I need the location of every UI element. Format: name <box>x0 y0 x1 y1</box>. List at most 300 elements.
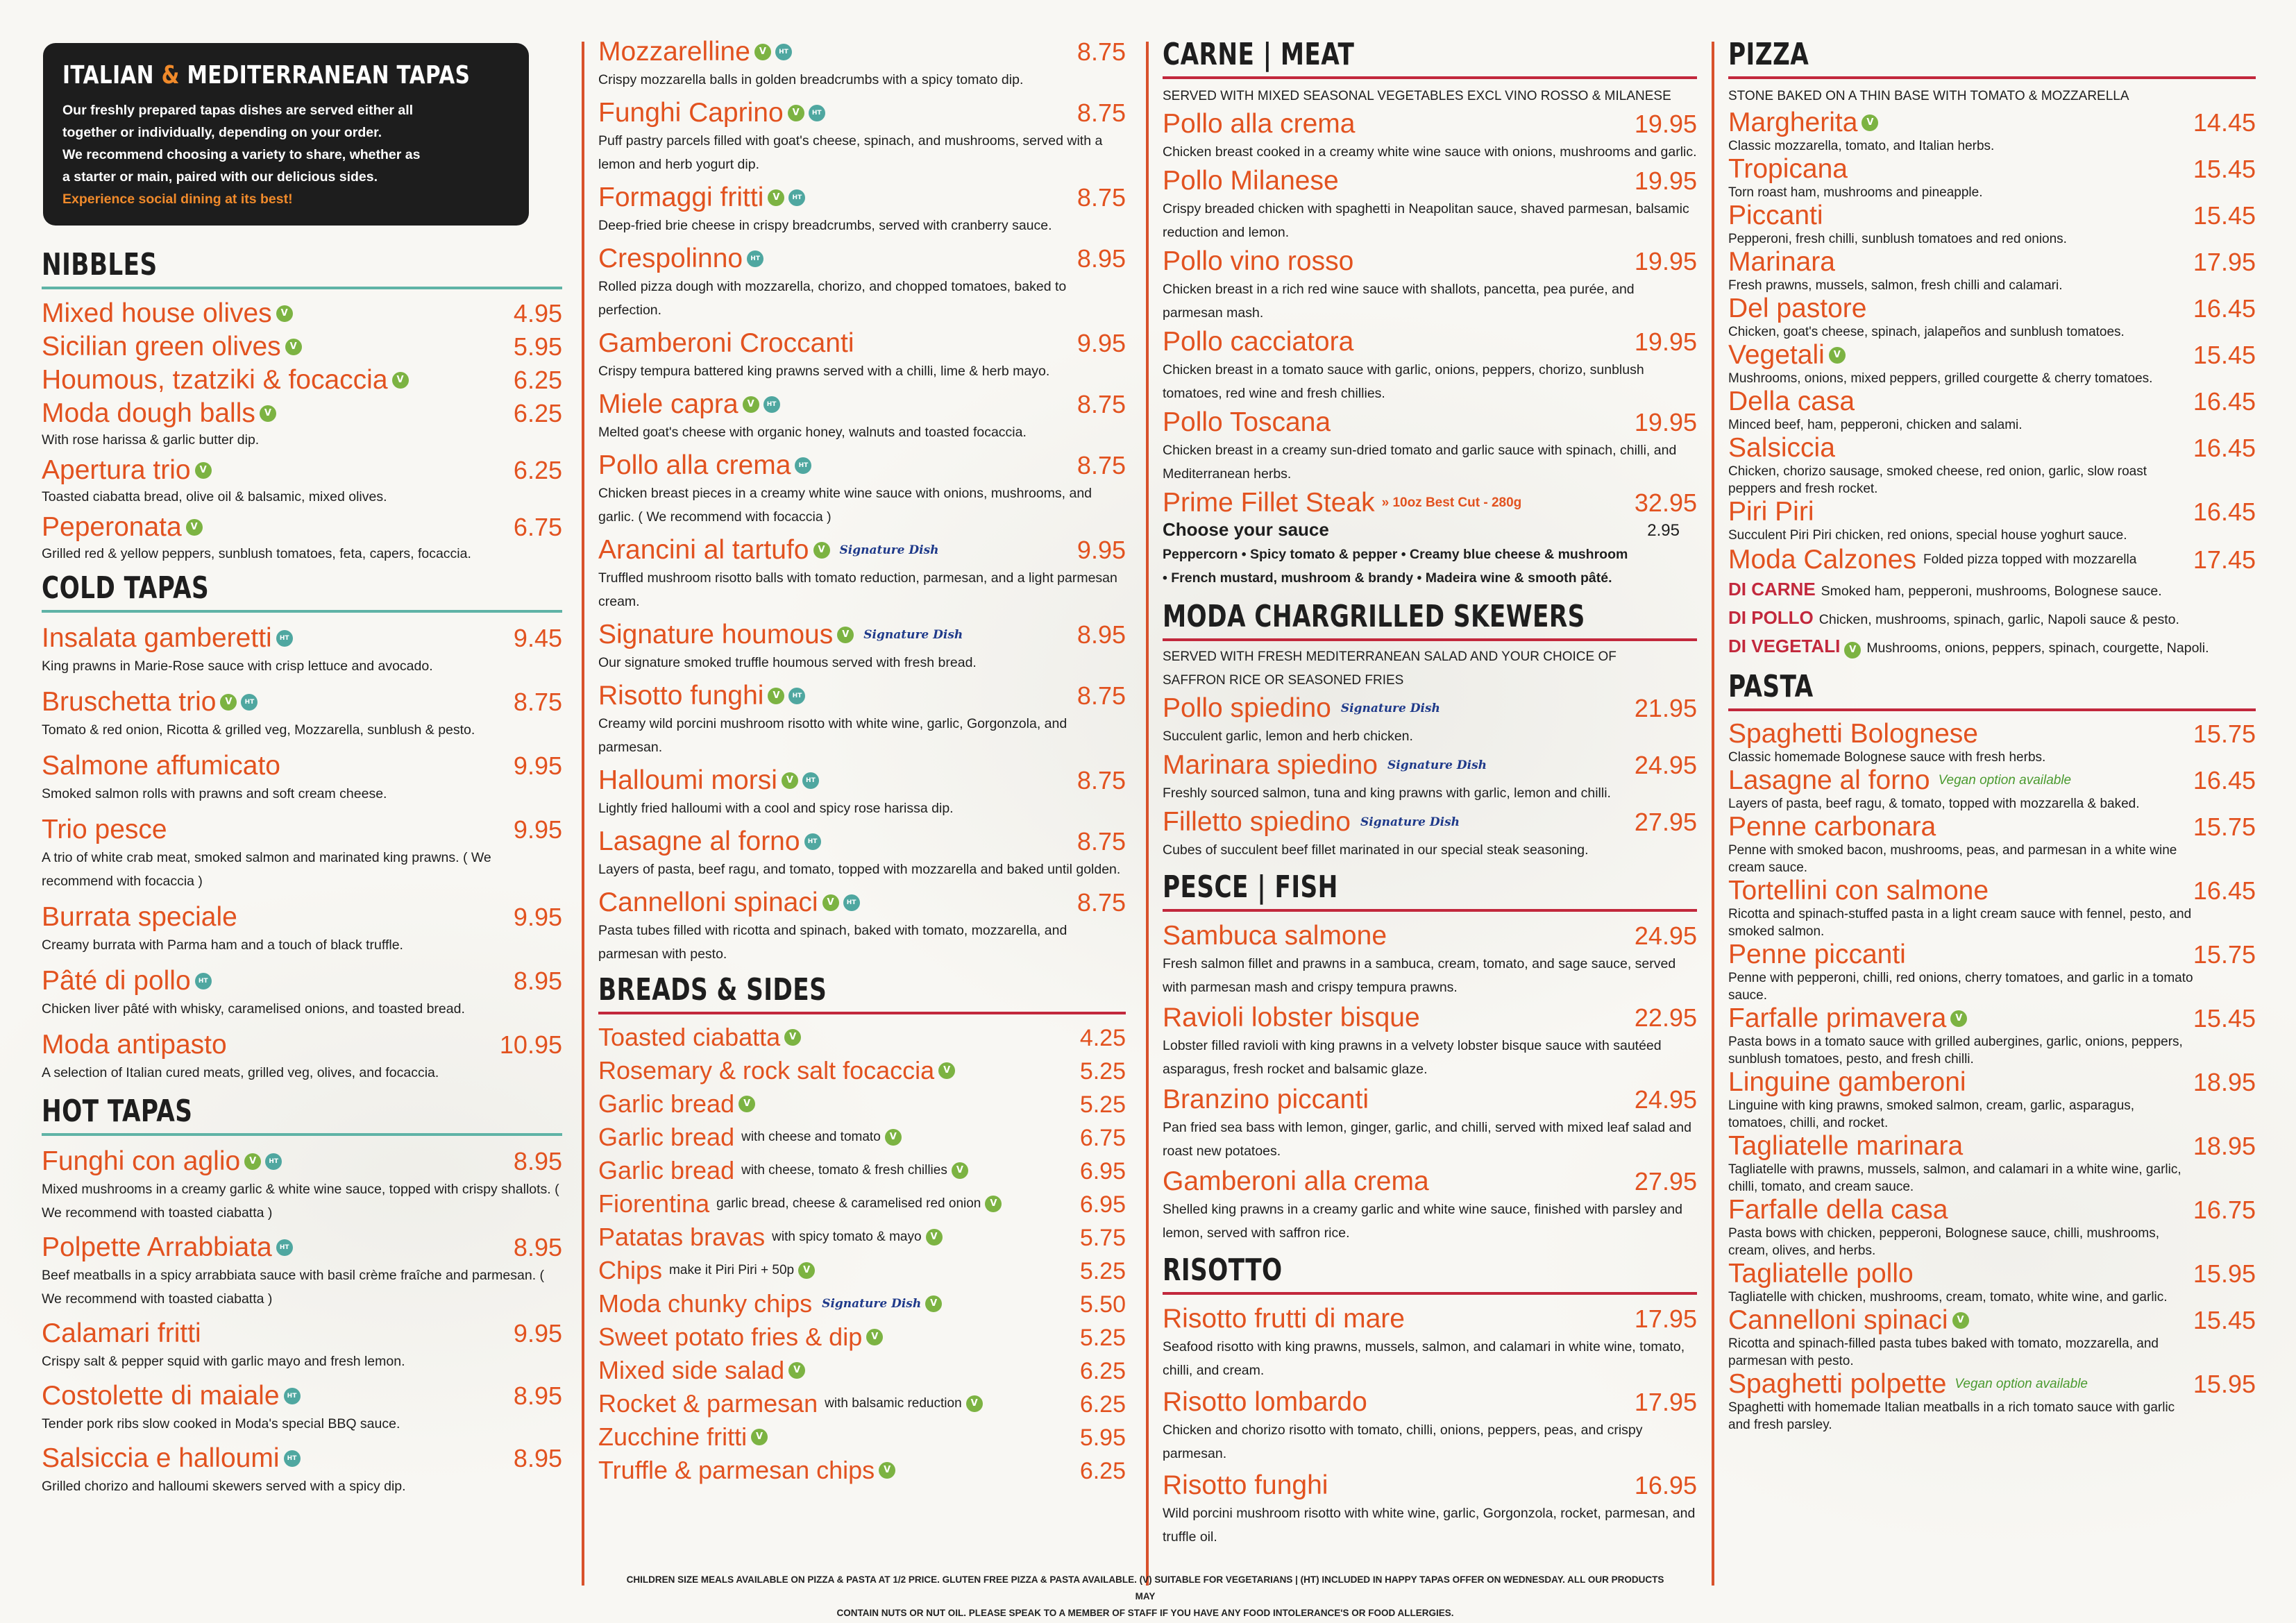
item-header <box>1728 248 2256 277</box>
menu-item <box>598 328 1126 383</box>
item-name-text: Funghi Caprino <box>598 98 784 128</box>
item-name-text: Halloumi morsi <box>598 765 777 795</box>
section-rule <box>1163 76 1697 79</box>
item-header <box>42 513 562 542</box>
menu-item <box>598 243 1126 322</box>
item-name <box>1163 806 1460 838</box>
item-price: 16.75 <box>2193 1196 2256 1224</box>
item-header <box>1728 387 2256 416</box>
happy-tapas-icon: HT <box>747 250 763 267</box>
section-rule <box>42 287 562 289</box>
item-name-text: Burrata speciale <box>42 902 237 932</box>
item-price: 18.95 <box>2193 1068 2256 1096</box>
item-description: Rolled pizza dough with mozzarella, chorizo, and chopped tomatoes, baked to perfection. <box>598 279 1067 318</box>
item-header <box>598 97 1126 129</box>
happy-tapas-icon: HT <box>195 973 212 989</box>
item-name <box>598 1289 942 1318</box>
item-description: Chicken, chorizo sausage, smoked cheese, red onion, garlic, slow roast peppers and fresh rocket. <box>1728 464 2147 496</box>
item-name <box>598 1323 883 1352</box>
item-header <box>42 1232 562 1264</box>
item-price: 16.45 <box>2193 434 2256 462</box>
item-name-text: Risotto funghi <box>598 681 764 711</box>
item-name <box>42 814 167 846</box>
item-description: Deep-fried brie cheese in crispy breadcrumbs, served with cranberry sauce. <box>598 218 1052 233</box>
menu-item <box>1728 1259 2256 1306</box>
item-header <box>1728 720 2256 749</box>
item-name-text: Penne carbonara <box>1728 812 1936 842</box>
signature-label: Signature Dish <box>822 1297 922 1311</box>
happy-tapas-icon: HT <box>809 105 825 121</box>
item-price: 6.25 <box>1079 1358 1126 1384</box>
item-header <box>1728 1259 2256 1289</box>
vegetarian-icon: V <box>966 1395 983 1412</box>
item-header <box>1163 1166 1697 1198</box>
item-price: 9.45 <box>513 624 562 652</box>
item-header <box>42 814 562 846</box>
calzone-option-desc: Mushrooms, onions, peppers, spinach, courgette, Napoli. <box>1866 640 2209 656</box>
item-name-text: Piccanti <box>1728 201 1823 230</box>
vegetarian-icon: V <box>1952 1312 1969 1329</box>
item-name <box>598 826 821 858</box>
vegetarian-icon: V <box>743 396 759 413</box>
menu-item <box>1728 1370 2256 1434</box>
menu-item <box>598 450 1126 529</box>
item-name-text: Formaggi fritti <box>598 182 764 212</box>
item-price: 15.75 <box>2193 940 2256 969</box>
item-name-text: Polpette Arrabbiata <box>42 1232 272 1262</box>
item-name-text: Margherita <box>1728 108 1858 137</box>
item-extra: garlic bread, cheese & caramelised red onion <box>716 1196 981 1211</box>
item-price: 6.25 <box>1079 1458 1126 1484</box>
menu-item <box>598 36 1126 92</box>
item-price: 6.95 <box>1079 1158 1126 1184</box>
item-name-text: Gamberoni Croccanti <box>598 328 854 358</box>
item-description: Mushrooms, onions, mixed peppers, grilled courgette & cherry tomatoes. <box>1728 371 2153 386</box>
item-name <box>1728 1260 1914 1288</box>
item-name <box>1163 749 1487 781</box>
item-name <box>42 1380 301 1412</box>
item-header <box>598 1089 1126 1119</box>
section-fish <box>1163 869 1697 1245</box>
column-1 <box>42 35 562 1505</box>
section-title: HOT TAPAS <box>42 1094 193 1129</box>
happy-tapas-icon: HT <box>802 772 819 789</box>
menu-item <box>1728 294 2256 341</box>
item-name <box>598 182 805 214</box>
item-description: Ricotta and spinach-filled pasta tubes baked with tomato, mozzarella, and parmesan with pesto. <box>1728 1336 2159 1368</box>
menu-item <box>42 1443 562 1498</box>
item-name-text: Truffle & parmesan chips <box>598 1456 875 1484</box>
item-description: Pasta bows with chicken, pepperoni, Bolognese sauce, chilli, mushrooms, cream, olives, and herbs. <box>1728 1226 2159 1258</box>
item-description: Spaghetti with homemade Italian meatballs in a rich tomato sauce with garlic and fresh parsley. <box>1728 1400 2175 1432</box>
item-price: 22.95 <box>1634 1003 1697 1032</box>
item-name-text: Insalata gamberetti <box>42 623 272 653</box>
vegetarian-icon: V <box>738 1096 755 1112</box>
menu-item <box>1163 1470 1697 1549</box>
menu-item <box>1728 387 2256 434</box>
item-name <box>1728 1307 1969 1334</box>
item-price: 8.75 <box>1077 888 1126 917</box>
menu-item <box>1728 248 2256 294</box>
item-header <box>42 622 562 654</box>
item-description: Creamy burrata with Parma ham and a touch of black truffle. <box>42 937 403 953</box>
item-price: 15.45 <box>2193 1306 2256 1334</box>
item-name <box>598 1156 968 1185</box>
item-price: 6.95 <box>1079 1191 1126 1218</box>
item-header <box>598 887 1126 919</box>
menu-item <box>42 456 562 509</box>
item-description: Linguine with king prawns, smoked salmon, cream, garlic, asparagus, tomatoes, chilli, and rocket. <box>1728 1098 2135 1130</box>
item-name-text: Risotto funghi <box>1163 1470 1328 1500</box>
calzone-option-name: DI POLLO <box>1728 607 1814 628</box>
intro-accent: Experience social dining at its best! <box>62 192 293 207</box>
item-name <box>598 680 805 712</box>
calzone-option-desc: Smoked ham, pepperoni, mushrooms, Bolognese sauce. <box>1821 584 2162 599</box>
item-name <box>598 97 825 129</box>
item-list <box>1728 720 2256 1434</box>
item-header <box>42 299 562 328</box>
item-name-text: Costolette di maiale <box>42 1381 280 1411</box>
happy-tapas-icon: HT <box>265 1153 282 1170</box>
section-title: PESCE | FISH <box>1163 869 1338 905</box>
menu-item <box>598 97 1126 176</box>
item-price: 16.45 <box>2193 766 2256 794</box>
menu-item <box>598 1089 1126 1119</box>
item-name <box>1728 202 1823 230</box>
item-name <box>1728 341 1846 369</box>
section-title: CARNE | MEAT <box>1163 37 1355 72</box>
menu-item <box>42 1146 562 1225</box>
item-header <box>1728 294 2256 323</box>
item-name <box>42 1029 227 1061</box>
vegetarian-icon: V <box>195 462 212 479</box>
item-name-text: Tortellini con salmone <box>1728 876 1989 906</box>
item-name <box>1728 498 1814 526</box>
item-header <box>1163 749 1697 781</box>
item-name-text: Piri Piri <box>1728 497 1814 527</box>
item-price: 16.45 <box>2193 387 2256 416</box>
item-name-text: Tagliatelle pollo <box>1728 1259 1914 1289</box>
item-price: 17.45 <box>2193 545 2256 574</box>
menu-item <box>598 182 1126 237</box>
item-extra: with spicy tomato & mayo <box>772 1230 922 1244</box>
item-list <box>42 622 562 1085</box>
item-description: Freshly sourced salmon, tuna and king prawns with garlic, lemon and chilli. <box>1163 785 1611 801</box>
item-header <box>1728 498 2256 527</box>
item-description: With rose harissa & garlic butter dip. <box>42 432 260 448</box>
item-header <box>1163 407 1697 439</box>
happy-tapas-icon: HT <box>788 688 805 704</box>
item-price: 16.45 <box>2193 294 2256 323</box>
item-header <box>1728 1306 2256 1335</box>
item-header <box>1728 108 2256 137</box>
vegetarian-icon: V <box>952 1162 968 1179</box>
item-description: Chicken breast cooked in a creamy white wine sauce with onions, mushrooms and garlic. <box>1163 144 1697 160</box>
menu-item <box>1728 1306 2256 1370</box>
item-name-text: Pollo alla crema <box>598 450 791 480</box>
item-name-text: Linguine gamberoni <box>1728 1067 1966 1097</box>
item-name <box>1728 767 2071 794</box>
item-price: 8.95 <box>1077 620 1126 649</box>
menu-item <box>1728 434 2256 498</box>
item-price: 5.95 <box>513 332 562 361</box>
item-header <box>598 182 1126 214</box>
sauce-price: 2.95 <box>1647 521 1680 540</box>
item-price: 5.75 <box>1079 1225 1126 1251</box>
item-header <box>598 1156 1126 1185</box>
item-description: Cubes of succulent beef fillet marinated in our special steak seasoning. <box>1163 842 1589 858</box>
item-description: Shelled king prawns in a creamy garlic and white wine sauce, finished with parsley and lemon, served with saffron rice. <box>1163 1202 1682 1241</box>
menu-item <box>42 750 562 806</box>
vegetarian-icon: V <box>925 1295 942 1312</box>
item-name-text: Mixed house olives <box>42 298 272 328</box>
intro-line: together or individually, depending on your order. <box>62 125 382 140</box>
menu-item <box>1163 407 1697 486</box>
item-name <box>1163 1470 1328 1502</box>
item-name-text: Pollo vino rosso <box>1163 246 1354 276</box>
section-title: BREADS & SIDES <box>598 972 827 1008</box>
item-header <box>598 1223 1126 1252</box>
item-name <box>42 456 212 485</box>
item-description: Lobster filled ravioli with king prawns in a velvety lobster bisque sauce with sautéed asparagus, fresh rocket and balsamic glaze. <box>1163 1038 1662 1077</box>
intro-box <box>43 43 529 226</box>
item-list <box>42 299 562 566</box>
item-name <box>1728 1069 1966 1096</box>
item-price: 21.95 <box>1634 694 1697 722</box>
item-price: 6.25 <box>513 366 562 394</box>
item-header <box>598 765 1126 797</box>
menu-item <box>42 399 562 452</box>
item-name <box>1728 434 1835 462</box>
item-extra: with cheese, tomato & fresh chillies <box>741 1163 947 1178</box>
item-name <box>42 1146 282 1178</box>
item-header <box>598 36 1126 68</box>
vegetarian-icon: V <box>938 1062 955 1079</box>
item-list <box>1163 920 1697 1245</box>
item-name-text: Pollo alla crema <box>1163 109 1356 139</box>
vegetarian-icon: V <box>879 1462 895 1479</box>
item-name-text: Garlic bread <box>598 1156 735 1184</box>
item-description: Puff pastry parcels filled with goat's cheese, spinach, and mushrooms, served with a lemon and herb yogurt dip. <box>598 133 1103 172</box>
item-description: Pan fried sea bass with lemon, ginger, garlic, and chilli, served with mixed leaf salad and roast new potatoes. <box>1163 1120 1691 1159</box>
item-name-text: Marinara <box>1728 247 1835 277</box>
item-list <box>42 1146 562 1498</box>
item-header <box>1728 1004 2256 1033</box>
item-description: Layers of pasta, beef ragu, and tomato, topped with mozzarella and baked until golden. <box>598 862 1121 877</box>
menu-item <box>1163 920 1697 999</box>
item-price: 8.95 <box>513 1444 562 1472</box>
item-extra: with cheese and tomato <box>741 1130 881 1144</box>
item-description: Our signature smoked truffle houmous served with fresh bread. <box>598 655 977 670</box>
item-name-text: Cannelloni spinaci <box>1728 1305 1948 1335</box>
item-price: 19.95 <box>1634 247 1697 275</box>
item-name <box>1163 1303 1405 1335</box>
item-price: 6.75 <box>1079 1125 1126 1151</box>
menu-item <box>598 389 1126 444</box>
item-name-text: Zucchine fritti <box>598 1422 748 1451</box>
item-header <box>1728 1370 2256 1399</box>
menu-item <box>1728 1004 2256 1068</box>
item-header <box>42 1380 562 1412</box>
item-name-text: Pollo spiedino <box>1163 693 1331 723</box>
section-title: COLD TAPAS <box>42 570 210 606</box>
item-name <box>598 1422 768 1452</box>
item-list <box>598 1023 1126 1485</box>
item-description: Truffled mushroom risotto balls with tomato reduction, parmesan, and a light parmesan cream. <box>598 570 1117 609</box>
item-description: Tender pork ribs slow cooked in Moda's special BBQ sauce. <box>42 1416 400 1431</box>
item-name <box>1163 165 1339 197</box>
intro-line: Our freshly prepared tapas dishes are served either all <box>62 103 414 118</box>
item-description: Penne with smoked bacon, mushrooms, peas, and parmesan in a white wine cream sauce. <box>1728 843 2177 875</box>
item-header <box>1163 1002 1697 1034</box>
vegetarian-icon: V <box>784 1029 801 1046</box>
menu-item <box>598 1456 1126 1485</box>
menu-item <box>42 686 562 742</box>
item-description: A selection of Italian cured meats, grilled veg, olives, and focaccia. <box>42 1065 439 1080</box>
item-price: 18.95 <box>2193 1132 2256 1160</box>
section-rule <box>1163 909 1697 912</box>
vegetarian-icon: V <box>926 1229 943 1246</box>
calzone-option-name: DI CARNE <box>1728 579 1816 600</box>
vegetarian-icon: V <box>813 542 830 559</box>
item-header <box>42 750 562 782</box>
vegetarian-icon: V <box>276 305 293 322</box>
item-price: 15.75 <box>2193 813 2256 841</box>
item-price: 15.45 <box>2193 155 2256 183</box>
section-rule <box>1728 76 2256 79</box>
happy-tapas-icon: HT <box>795 457 811 474</box>
item-price: 17.95 <box>1634 1388 1697 1416</box>
sauce-list: Peppercorn • Spicy tomato & pepper • Creamy blue cheese & mushroom <box>1163 547 1628 562</box>
menu-item <box>1163 1303 1697 1382</box>
menu-item <box>598 1023 1126 1052</box>
item-price: 4.95 <box>513 299 562 328</box>
item-list <box>1728 108 2256 544</box>
column-3 <box>1163 36 1697 1553</box>
item-price: 19.95 <box>1634 167 1697 195</box>
happy-tapas-icon: HT <box>284 1450 301 1467</box>
item-name-text: Chips <box>598 1256 663 1284</box>
vegetarian-icon: V <box>885 1129 902 1146</box>
item-name <box>1163 1084 1369 1116</box>
item-name-text: Salmone affumicato <box>42 751 280 781</box>
item-name <box>42 332 302 362</box>
item-header <box>598 1389 1126 1418</box>
column-2 <box>598 36 1126 1489</box>
item-price: 8.75 <box>513 688 562 716</box>
item-header <box>598 389 1126 420</box>
item-name <box>42 1443 301 1475</box>
item-header <box>1728 1068 2256 1097</box>
calzone-options <box>1728 576 2256 661</box>
signature-label: Signature Dish <box>839 543 939 557</box>
vegetarian-icon: V <box>866 1329 883 1345</box>
menu-item <box>1728 940 2256 1004</box>
section-subtitle: SERVED WITH MIXED SEASONAL VEGETABLES EXCL VINO ROSSO & MILANESE <box>1163 89 1671 103</box>
section-title: MODA CHARGRILLED SKEWERS <box>1163 599 1585 634</box>
item-name-text: Toasted ciabatta <box>598 1023 781 1051</box>
item-price: 17.95 <box>2193 248 2256 276</box>
item-price: 9.95 <box>1077 329 1126 357</box>
item-description: A trio of white crab meat, smoked salmon and marinated king prawns. ( We recommend with focaccia ) <box>42 850 491 889</box>
vegetarian-icon: V <box>1950 1010 1967 1027</box>
item-header <box>1163 246 1697 278</box>
vegetarian-icon: V <box>244 1153 261 1170</box>
menu-item <box>1163 1084 1697 1163</box>
item-price: 5.25 <box>1079 1258 1126 1284</box>
item-description: Pasta tubes filled with ricotta and spinach, baked with tomato, mozzarella, and parmesan with pesto. <box>598 923 1067 962</box>
item-description: Succulent Piri Piri chicken, red onions, special house yoghurt sauce. <box>1728 528 2127 543</box>
item-description: Chicken breast in a creamy sun-dried tomato and garlic sauce with spinach, chilli, and Mediterranean herbs. <box>1163 443 1677 482</box>
item-price: 16.45 <box>2193 876 2256 905</box>
item-description: Mixed mushrooms in a creamy garlic & white wine sauce, topped with crispy shallots. ( We recommend with toasted ciabatta ) <box>42 1182 559 1221</box>
calzone-option <box>1728 604 2256 633</box>
item-price: 16.45 <box>2193 498 2256 526</box>
item-description: Chicken, goat's cheese, spinach, jalapeños and sunblush tomatoes. <box>1728 325 2125 339</box>
item-name-text: Rocket & parmesan <box>598 1389 818 1418</box>
item-description: Crispy tempura battered king prawns served with a chilli, lime & herb mayo. <box>598 364 1050 379</box>
item-price: 24.95 <box>1634 751 1697 779</box>
item-description: Crispy salt & pepper squid with garlic mayo and fresh lemon. <box>42 1354 405 1369</box>
section-hot-tapas <box>42 1093 562 1498</box>
menu-item <box>42 299 562 328</box>
item-name <box>42 1318 201 1350</box>
item-name <box>598 1389 983 1418</box>
column-4 <box>1728 36 2256 1434</box>
item-name-text: Spaghetti Bolognese <box>1728 719 1978 749</box>
item-name-text: Bruschetta trio <box>42 687 217 717</box>
item-price: 9.95 <box>513 1319 562 1348</box>
menu-item <box>598 765 1126 820</box>
item-description: Penne with pepperoni, chilli, red onions, cherry tomatoes, and garlic in a tomato sauce. <box>1728 971 2193 1003</box>
item-name <box>1728 877 1989 905</box>
item-header <box>598 1422 1126 1452</box>
item-price: 8.75 <box>1077 681 1126 710</box>
item-name <box>1163 246 1353 278</box>
item-header <box>598 1023 1126 1052</box>
item-extra: with balsamic reduction <box>825 1396 962 1411</box>
item-name-text: Miele capra <box>598 389 738 419</box>
item-list <box>1163 1303 1697 1549</box>
item-name-text: Moda chunky chips <box>598 1289 813 1318</box>
item-description: Crispy breaded chicken with spaghetti in Neapolitan sauce, shaved parmesan, balsamic reduction and lemon. <box>1163 201 1689 240</box>
item-price: 15.45 <box>2193 1004 2256 1033</box>
item-header <box>598 450 1126 482</box>
item-name <box>1728 295 1866 323</box>
item-description: Torn roast ham, mushrooms and pineapple. <box>1728 185 1983 200</box>
vegetarian-icon: V <box>751 1429 768 1445</box>
vegetarian-icon: V <box>392 372 409 389</box>
item-price: 8.95 <box>513 1233 562 1261</box>
item-header <box>1728 1196 2256 1225</box>
item-header <box>42 1443 562 1475</box>
item-name <box>42 686 258 718</box>
item-name-text: Pollo Milanese <box>1163 166 1339 196</box>
item-name <box>598 450 811 482</box>
item-name <box>1163 1166 1429 1198</box>
item-name <box>42 1232 293 1264</box>
menu-item <box>1728 155 2256 201</box>
item-description: Ricotta and spinach-stuffed pasta in a light cream sauce with fennel, pesto, and smoked salmon. <box>1728 907 2192 939</box>
menu-item <box>1728 813 2256 876</box>
menu-item <box>1728 1196 2256 1259</box>
footer-line: CHILDREN SIZE MEALS AVAILABLE ON PIZZA & PASTA AT 1/2 PRICE. GLUTEN FREE PIZZA & PASTA AVAILABLE. (V) SUITABLE FOR VEGETARIANS | (HT) INCLUDED IN HAPPY TAPAS OFFER ON WEDNESDAY. ALL OUR PRODUCTS MAY <box>626 1574 1664 1601</box>
item-price: 8.95 <box>513 1382 562 1410</box>
item-name <box>1728 720 1978 748</box>
item-price: 8.95 <box>513 967 562 995</box>
menu-item <box>1728 766 2256 813</box>
item-header <box>598 534 1126 566</box>
